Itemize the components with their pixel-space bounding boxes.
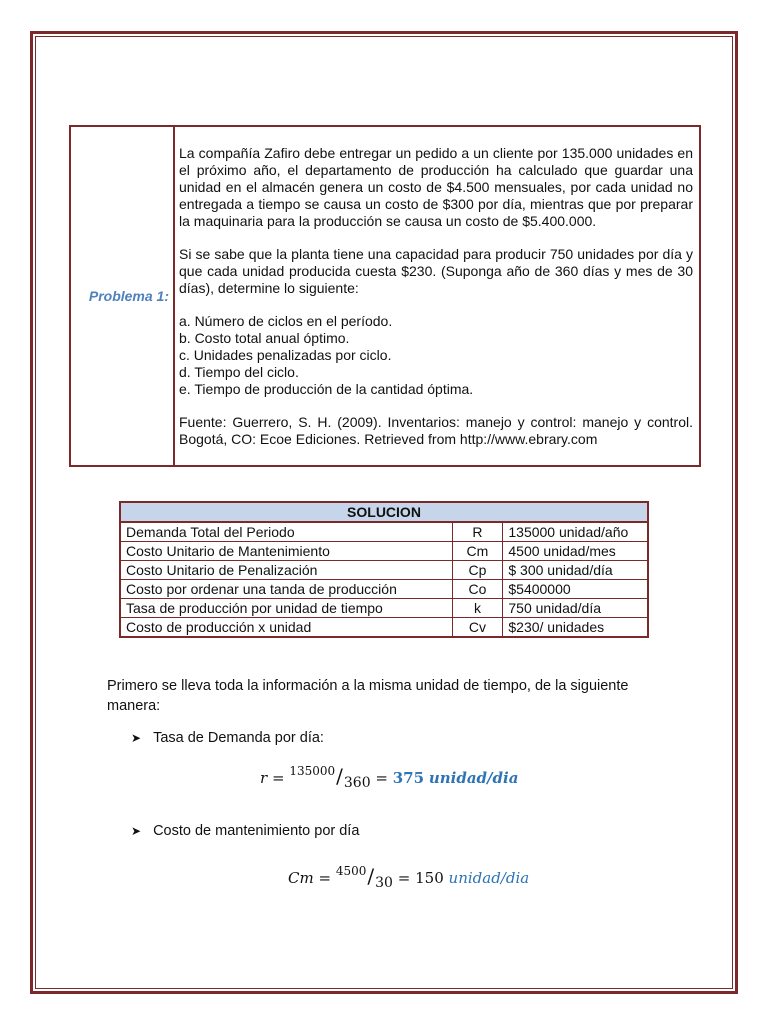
eq-equals-2: =: [375, 769, 388, 787]
row-symbol: Co: [452, 580, 503, 599]
row-value: $5400000: [503, 580, 648, 599]
row-name: Costo de producción x unidad: [120, 618, 452, 638]
row-value: $ 300 unidad/día: [503, 561, 648, 580]
table-row: [120, 561, 648, 580]
row-symbol: k: [452, 599, 503, 618]
eq-numerator: 4500: [335, 864, 367, 878]
question-item: d. Tiempo del ciclo.: [179, 363, 299, 380]
table-row: [120, 618, 648, 638]
eq-result: 150: [415, 869, 444, 887]
intro-paragraph: Primero se lleva toda la información a la misma unidad de tiempo, de la siguiente manera:: [107, 678, 629, 714]
eq-unit: unidad/dia: [428, 769, 519, 787]
eq-equals-2: =: [397, 869, 411, 887]
eq-result: 375: [392, 769, 425, 787]
problem-statement: [174, 126, 700, 466]
question-item: c. Unidades penalizadas por ciclo.: [179, 346, 392, 363]
eq-equals: =: [271, 769, 285, 787]
bullet-text: Tasa de Demanda por día:: [153, 730, 324, 746]
table-row: [120, 599, 648, 618]
equation-holding-cost: [288, 864, 529, 891]
eq-denominator: 360: [343, 775, 371, 791]
row-symbol: Cv: [452, 618, 503, 638]
bullet-text: Costo de mantenimiento por día: [153, 823, 360, 839]
equation-demand-rate: [260, 764, 518, 791]
row-value: $230/ unidades: [503, 618, 648, 638]
question-item: e. Tiempo de producción de la cantidad óptima.: [179, 380, 474, 397]
problem-questions: [179, 313, 693, 398]
fraction-slash: /: [336, 764, 343, 788]
question-item: b. Costo total anual óptimo.: [179, 329, 350, 346]
row-name: Tasa de producción por unidad de tiempo: [120, 599, 452, 618]
row-symbol: Cm: [452, 542, 503, 561]
table-row: [120, 542, 648, 561]
row-symbol: R: [452, 522, 503, 542]
arrow-bullet-icon: ➤: [131, 824, 142, 838]
eq-lhs: Cm: [288, 869, 314, 887]
row-name: Demanda Total del Periodo: [120, 522, 452, 542]
problem-paragraph-1: La compañía Zafiro debe entregar un pedido a un cliente por 135.000 unidades en el próximo año, el departamento de producción ha calculado que guardar una unidad en el almacén genera un costo de $4.500 mensuales, por cada unidad no entregada a tiempo se causa un costo de $300 por día, mientras que por preparar la maquinaria para la producción se causa un costo de $5.400.000.: [179, 144, 693, 229]
eq-lhs: r: [260, 769, 268, 787]
solution-table: [119, 501, 649, 638]
eq-denominator: 30: [375, 875, 393, 891]
problem-table: [69, 125, 701, 467]
question-item: a. Número de ciclos en el período.: [179, 312, 393, 329]
problem-label: Problema 1:: [70, 126, 174, 466]
row-symbol: Cp: [452, 561, 503, 580]
table-row: [120, 522, 648, 542]
arrow-bullet-icon: ➤: [131, 731, 142, 745]
row-name: Costo Unitario de Mantenimiento: [120, 542, 452, 561]
bullet-holding-cost: [131, 823, 359, 839]
eq-numerator: 135000: [289, 764, 336, 778]
problem-source: Fuente: Guerrero, S. H. (2009). Inventarios: manejo y control: manejo y control. Bogotá, CO: Ecoe Ediciones. Retrieved from http://www.ebrary.com: [179, 413, 693, 447]
row-value: 750 unidad/día: [503, 599, 648, 618]
problem-paragraph-2: Si se sabe que la planta tiene una capacidad para producir 750 unidades por día y que cada unidad producida cuesta $230. (Suponga año de 360 días y mes de 30 días), determine lo siguiente:: [179, 245, 693, 296]
solution-title: SOLUCION: [120, 502, 648, 522]
table-row: [120, 580, 648, 599]
bullet-demand-rate: [131, 730, 324, 746]
row-name: Costo por ordenar una tanda de producción: [120, 580, 452, 599]
eq-equals: =: [318, 869, 332, 887]
row-value: 4500 unidad/mes: [503, 542, 648, 561]
fraction-slash: /: [367, 864, 375, 888]
row-name: Costo Unitario de Penalización: [120, 561, 452, 580]
row-value: 135000 unidad/año: [503, 522, 648, 542]
eq-unit: unidad/dia: [448, 869, 530, 887]
